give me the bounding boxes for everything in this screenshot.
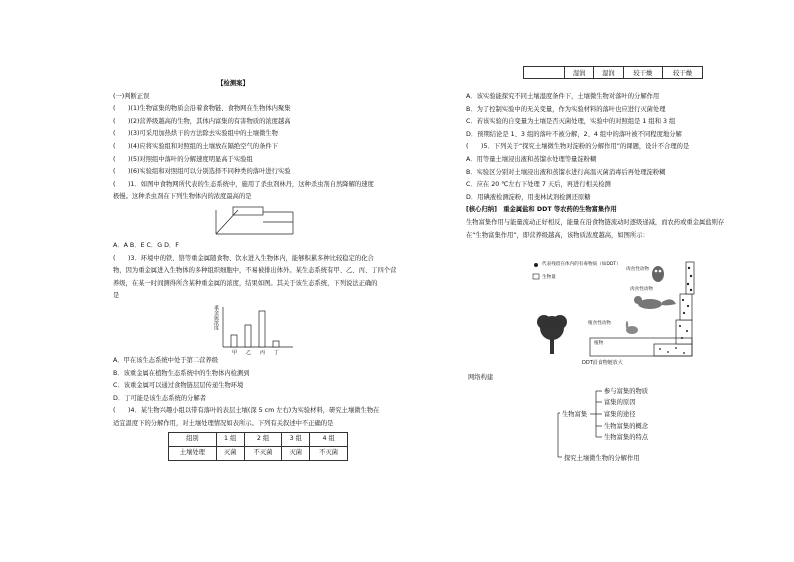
- summary-text: 生物富集作用与能量流动正好相反，能量在沿食物链流动时逐级递减，而农药或重金属盐则存: [466, 218, 725, 226]
- table-header: 组别: [169, 433, 217, 447]
- bar-bing: [259, 311, 265, 347]
- table-row: [169, 433, 348, 447]
- network-branch: 生物富集的概念: [604, 423, 649, 430]
- network-branch: 生物富集的特点: [604, 434, 649, 441]
- bar-jia: [231, 335, 237, 347]
- bar-ding: [273, 341, 279, 347]
- question-text: ( )3．环境中的铁、铬等重金属随食物、饮水进入生物体内，能够积累多种比较稳定的化合: [113, 254, 374, 262]
- bar-label: 丙: [260, 349, 266, 356]
- question-option: D．用碘液检测淀粉，用斐林试剂检测还原糖: [466, 193, 591, 201]
- question-option: A．甲在该生态系统中处于第二营养级: [113, 356, 219, 364]
- question-text: 物，因为重金属进入生物体的多种组织细胞中，不易被排出体外。某生态系统有甲、乙、丙、丁四个营: [113, 267, 397, 275]
- soil-treatment-table: [168, 432, 348, 460]
- food-web-diagram: [113, 204, 353, 240]
- legend-ddt: 代表残留在体内的有毒物质（如DDT）: [542, 262, 621, 267]
- bar-chart-ylabel: 重金属浓度: [213, 304, 219, 330]
- question-text: ( )1．如图中食物网所代表的生态系统中，施用了杀虫剂林丹，这种杀虫剂自然降解的速度: [113, 180, 374, 188]
- legend-organism: 生物量: [542, 275, 556, 280]
- question-option: B．实验区分别对土壤浸出液和蒸馏水进行高温灭菌消毒后再处理淀粉糊: [466, 168, 666, 176]
- network-title: 网络构建: [468, 374, 494, 381]
- question-option: A．用等量土壤浸出液和蒸馏水处理等量淀粉糊: [466, 155, 597, 163]
- question-text: 是: [113, 292, 120, 300]
- table-cell: 不灭菌: [310, 447, 348, 461]
- top-moisture-table: [523, 66, 703, 79]
- question-text: 适宜温度下的分解作用，对土壤处理情况如表所示。下列有关叙述中不正确的是: [113, 419, 334, 427]
- question-options: A．A B．E C．G D．F: [113, 241, 179, 249]
- section-title: 【检测案】: [217, 80, 249, 87]
- question-option: A．该实验能探究不同土壤湿度条件下，土壤微生物对落叶的分解作用: [466, 93, 660, 100]
- right-column: [466, 91, 728, 242]
- summary-text: 在“生物富集作用”，即营养级越高，该物质浓度越高，如图所示：: [466, 231, 649, 239]
- question-text: 极慢。这种杀虫剂在下列生物体内的浓度最高的是: [113, 193, 252, 201]
- section-heading: (一)判断正误: [113, 92, 150, 100]
- table-header: 1 组: [216, 433, 244, 447]
- table-header: 4 组: [310, 433, 348, 447]
- bioaccumulation-diagram: [530, 256, 700, 368]
- question-option: B．该重金属在植物生态系统中的生物体内检测到: [113, 369, 250, 377]
- statement: ( )(5)对照组中落叶的分解速度明显高于实验组: [113, 155, 253, 163]
- network-branch: 参与富集的物质: [604, 388, 649, 395]
- question-text: 养级，在某一时间测得所含某种重金属的浓度，结果如图。其关于该生态系统，下列说法正确的: [113, 279, 378, 287]
- bar-label: 乙: [246, 349, 252, 356]
- network-branch: 富集的原因: [604, 399, 636, 406]
- summary-title: [核心归纳] 重金属盐和 DDT 等农药的生物富集作用: [466, 206, 617, 214]
- statement: ( )(4)应将实验组和对照组的土壤放在隔绝空气的条件下: [113, 142, 278, 150]
- question-option: D．丁可能是该生态系统的分解者: [113, 394, 207, 402]
- question-option: C．该重金属可以通过食物链层层传递生物环境: [113, 382, 244, 390]
- network-branch: 富集的途径: [604, 411, 636, 418]
- table-cell: 湿润: [565, 67, 594, 79]
- table-cell: [524, 67, 565, 79]
- question-text: ( )5．下列关于“探究土壤微生物对淀粉的分解作用”的课题，设计不合理的是: [466, 143, 690, 151]
- bar-yi: [245, 325, 251, 347]
- table-cell: 灭菌: [282, 447, 310, 461]
- concentration-bar-chart: [113, 303, 353, 355]
- question-option: C．应在 20 ℃左右下处理 7 天后，再进行相关检测: [466, 181, 611, 189]
- statement: ( )(2)营养级越高的生物，其体内富集的有害物质的浓度越高: [113, 117, 291, 125]
- bar-label: 甲: [232, 349, 238, 356]
- network-root: 生物富集: [562, 411, 588, 418]
- diagram-caption: DDT沿食物链放大: [582, 360, 623, 366]
- table-cell: 湿润: [594, 67, 623, 79]
- left-column: [113, 78, 397, 461]
- table-row: [524, 67, 703, 79]
- table-cell: 较干燥: [663, 67, 703, 79]
- table-header: 3 组: [282, 433, 310, 447]
- table-cell: 较干燥: [623, 67, 663, 79]
- label-carnivore-mid: 肉食性动物: [630, 287, 653, 292]
- statement: ( )(6)实验组和对照组可以分别选择不同种类的落叶进行实验: [113, 168, 291, 176]
- bar-label: 丁: [274, 349, 280, 356]
- table-cell: 土壤处理: [169, 447, 217, 461]
- statement: ( )(1)生物富集的物质会沿着食物链、食物网在生物体内聚集: [113, 105, 291, 113]
- label-herbivore: 植食性动物: [588, 321, 611, 326]
- table-row: [169, 447, 348, 461]
- label-plant: 植物: [594, 341, 604, 346]
- table-cell: 不灭菌: [244, 447, 282, 461]
- question-option: B．为了控制实验中的无关变量，作为实验材料的落叶也应进行灭菌处理: [466, 105, 666, 113]
- statement: ( )(3)可采用加热烘干的方法除去实验组中的土壤微生物: [113, 130, 278, 138]
- knowledge-network: [548, 385, 708, 465]
- question-option: D．预期结论是 1、3 组的落叶不被分解，2、4 组中的落叶被不同程度地分解: [466, 130, 682, 138]
- label-carnivore-top: 肉食性动物: [626, 267, 649, 272]
- table-header: 2 组: [244, 433, 282, 447]
- network-bottom: 探究土壤微生物的分解作用: [564, 455, 640, 462]
- table-cell: 灭菌: [216, 447, 244, 461]
- question-option: C．若该实验的自变量为土壤是否灭菌处理，实验中的对照组是 1 组和 3 组: [466, 118, 676, 126]
- question-text: ( )4．某生物兴趣小组以带有落叶的表层土壤(深 5 cm 左右)为实验材料，研究土壤微生物在: [113, 407, 380, 415]
